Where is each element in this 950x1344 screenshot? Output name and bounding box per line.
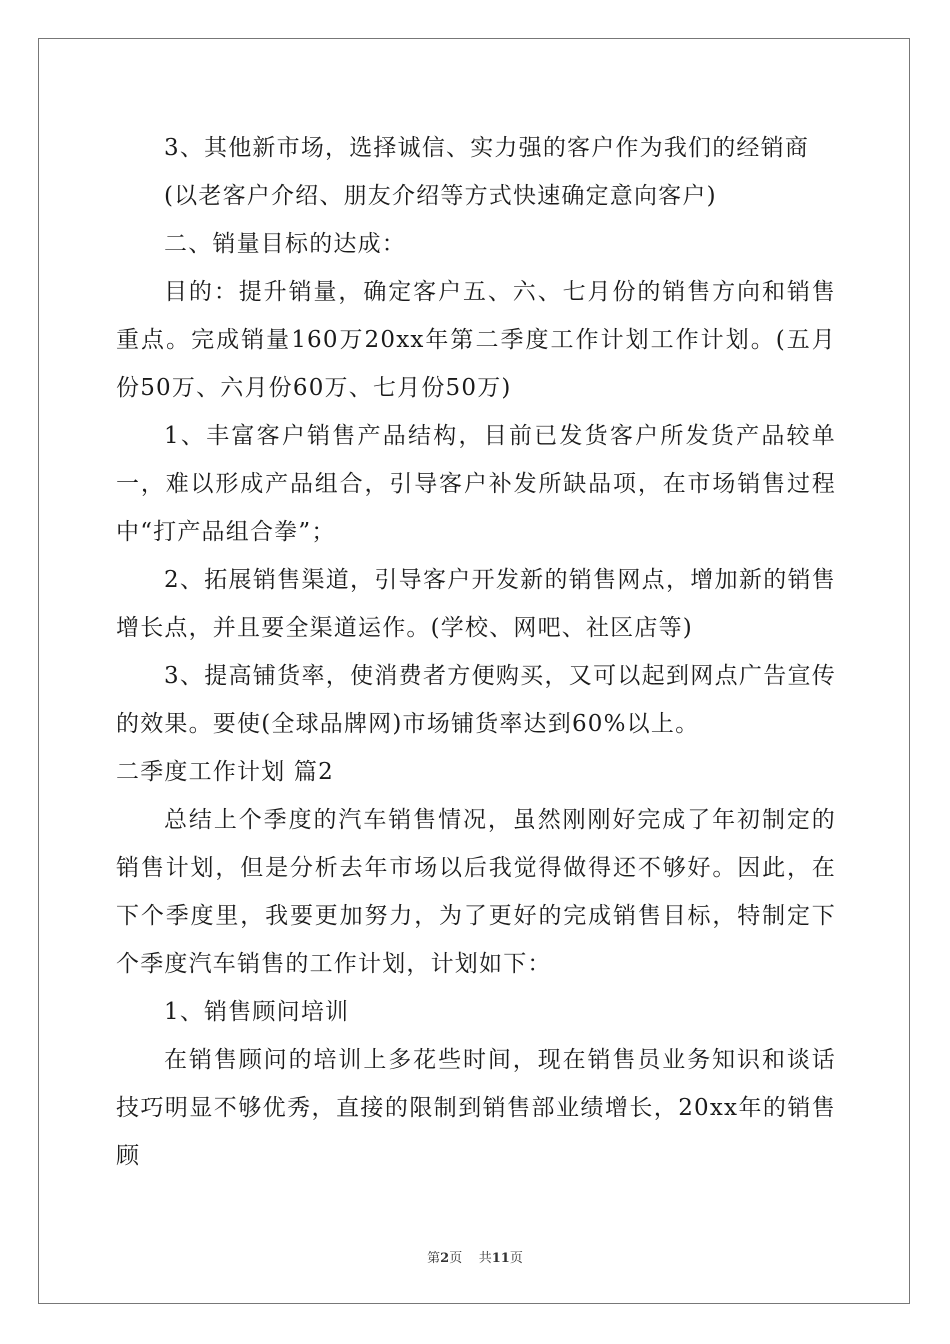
paragraph-training-detail: 在销售顾问的培训上多花些时间，现在销售员业务知识和谈话技巧明显不够优秀，直接的限制到销售部业绩增长，20xx年的销售顾 bbox=[116, 1047, 836, 1169]
document-body bbox=[116, 124, 836, 1180]
subheading-consultant-training: 1、销售顾问培训 bbox=[164, 999, 350, 1025]
paragraph-intro-method: (以老客户介绍、朋友介绍等方式快速确定意向客户) bbox=[164, 183, 717, 209]
article-title: 二季度工作计划 篇2 bbox=[116, 759, 334, 785]
paragraph-summary: 总结上个季度的汽车销售情况，虽然刚刚好完成了年初制定的销售计划，但是分析去年市场以后我觉得做得还不够好。因此，在下个季度里，我要更加努力，为了更好的完成销售目标，特制定下个季度汽车销售的工作计划，计划如下： bbox=[116, 807, 836, 977]
paragraph-product-structure: 1、丰富客户销售产品结构，目前已发货客户所发货产品较单一，难以形成产品组合，引导客户补发所缺品项，在市场销售过程中“打产品组合拳”； bbox=[116, 423, 836, 545]
page-number: 2 bbox=[440, 1251, 450, 1266]
page-prefix: 第 bbox=[427, 1251, 441, 1266]
page-footer bbox=[0, 1247, 950, 1266]
paragraph-distribution-rate: 3、提高铺货率，使消费者方便购买，又可以起到网点广告宣传的效果。要使(全球品牌网)市场铺货率达到60%以上。 bbox=[116, 663, 836, 737]
total-prefix: 共 bbox=[478, 1251, 492, 1266]
paragraph-sales-channels: 2、拓展销售渠道，引导客户开发新的销售网点，增加新的销售增长点，并且要全渠道运作。(学校、网吧、社区店等) bbox=[116, 567, 836, 641]
paragraph-purpose: 目的：提升销量，确定客户五、六、七月份的销售方向和销售重点。完成销量160万20xx年第二季度工作计划工作计划。(五月份50万、六月份60万、七月份50万) bbox=[116, 279, 836, 401]
paragraph-new-markets: 3、其他新市场，选择诚信、实力强的客户作为我们的经销商 bbox=[164, 135, 810, 161]
section-heading-sales-target: 二、销量目标的达成： bbox=[164, 231, 406, 257]
page-suffix: 页 bbox=[449, 1251, 463, 1266]
total-pages: 11 bbox=[491, 1251, 510, 1266]
total-suffix: 页 bbox=[509, 1251, 523, 1266]
